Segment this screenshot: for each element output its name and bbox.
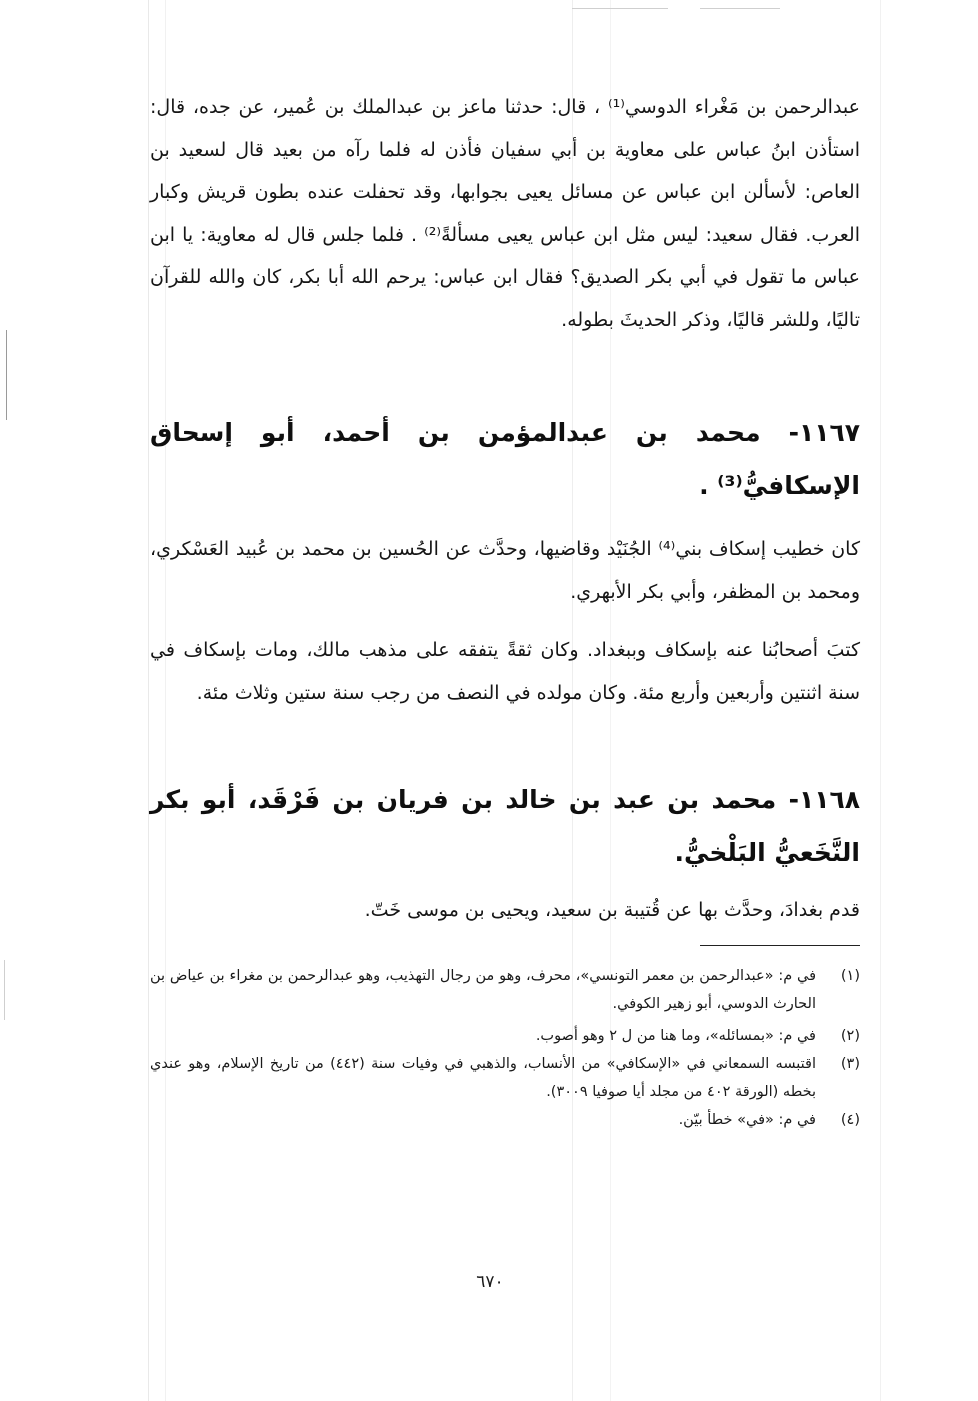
scan-artifact-left-edge-2 bbox=[4, 960, 5, 1020]
scan-artifact-left-edge bbox=[6, 330, 7, 420]
scan-artifact-vertical-5 bbox=[880, 0, 881, 1401]
page-number: ٦٧٠ bbox=[476, 1272, 504, 1292]
footnote-text: اقتبسه السمعاني في «الإسكافي» من الأنساب، والذهبي في وفيات سنة (٤٤٢) من تاريخ الإسلام، وهو عندي بخطه (الورقة ٤٠٢ من مجلد أيا صوفيا ٣٠٠٩). bbox=[150, 1056, 816, 1100]
footnote-text: في م: «بمسائله»، وما هنا من ل ٢ وهو أصوب. bbox=[535, 1028, 816, 1044]
paragraph-biography: كان خطيب إسكاف بني⁽⁴⁾ الجُنَيْد وقاضيها، وحدَّث عن الحُسين بن محمد بن عُبيد العَسْكري، ومحمد بن المظفر، وأبي بكر الأبهري. bbox=[150, 538, 860, 603]
footnote-number: (١) bbox=[840, 968, 860, 984]
footnote-item bbox=[150, 1022, 860, 1050]
footnote-separator bbox=[700, 945, 860, 946]
footnote-number: (٢) bbox=[840, 1028, 860, 1044]
footnote-text: في م: «في» خطأ بيّن. bbox=[678, 1112, 816, 1128]
scan-artifact-top-line bbox=[572, 8, 668, 9]
footnote-item bbox=[150, 962, 860, 1018]
paragraph-arrival: قدم بغدادَ، وحدَّث بها عن قُتيبة بن سعيد، ويحيى بن موسى خَتّ. bbox=[364, 899, 860, 921]
entry-heading-1168: ١١٦٨- محمد بن عبد بن خالد بن فريان بن فَرْقَد، أبو بكر النَّخَعيُّ البَلْخيُّ. bbox=[150, 785, 860, 867]
footnote-number: (٣) bbox=[840, 1056, 860, 1072]
footnote-number: (٤) bbox=[840, 1112, 860, 1128]
entry-heading-1167: ١١٦٧- محمد بن عبدالمؤمن بن أحمد، أبو إسحاق الإسكافيُّ⁽³⁾ . bbox=[150, 418, 860, 500]
paragraph-death-note: كتبَ أصحابُنا عنه بإسكاف وببغداد. وكان ثقةً يتفقه على مذهب مالك، ومات بإسكاف في سنة اثنتين وأربعين وأربع مئة. وكان مولده في النصف من رجب سنة ستين وثلاث مئة. bbox=[150, 639, 860, 704]
footnote-text: في م: «عبدالرحمن بن معمر التونسي»، محرف، وهو من رجال التهذيب، وهو عبدالرحمن بن مغراء بن عياض بن الحارث الدوسي، أبو زهير الكوفي. bbox=[150, 968, 816, 1012]
footnotes bbox=[150, 962, 860, 1134]
footnote-item bbox=[150, 1050, 860, 1106]
scan-artifact-vertical-1 bbox=[148, 0, 149, 1401]
footnote-item bbox=[150, 1106, 860, 1134]
paragraph-narration: عبدالرحمن بن مَغْراء الدوسي⁽¹⁾ ، قال: حدثنا ماعز بن عبدالملك بن عُمير، عن جده، قال: استأذن ابنُ عباس على معاوية بن أبي سفيان فأذن له فلما رآه من بعيد قال لسعيد بن العاص: لأسألن ابن عباس عن مسائل يعيى بجوابها، وقد تحفلت عنده بطون قريش وكبار العرب. فقال سعيد: ليس مثل ابن عباس يعيى مسألةً⁽²⁾ . فلما جلس قال له معاوية: يا ابن عباس ما تقول في أبي بكر الصديق؟ فقال ابن عباس: يرحم الله أبا بكر، كان والله للقرآن تاليًا، وللشر قاليًا، وذكر الحديثَ بطوله. bbox=[150, 96, 860, 331]
scan-artifact-top-line-2 bbox=[700, 8, 780, 9]
